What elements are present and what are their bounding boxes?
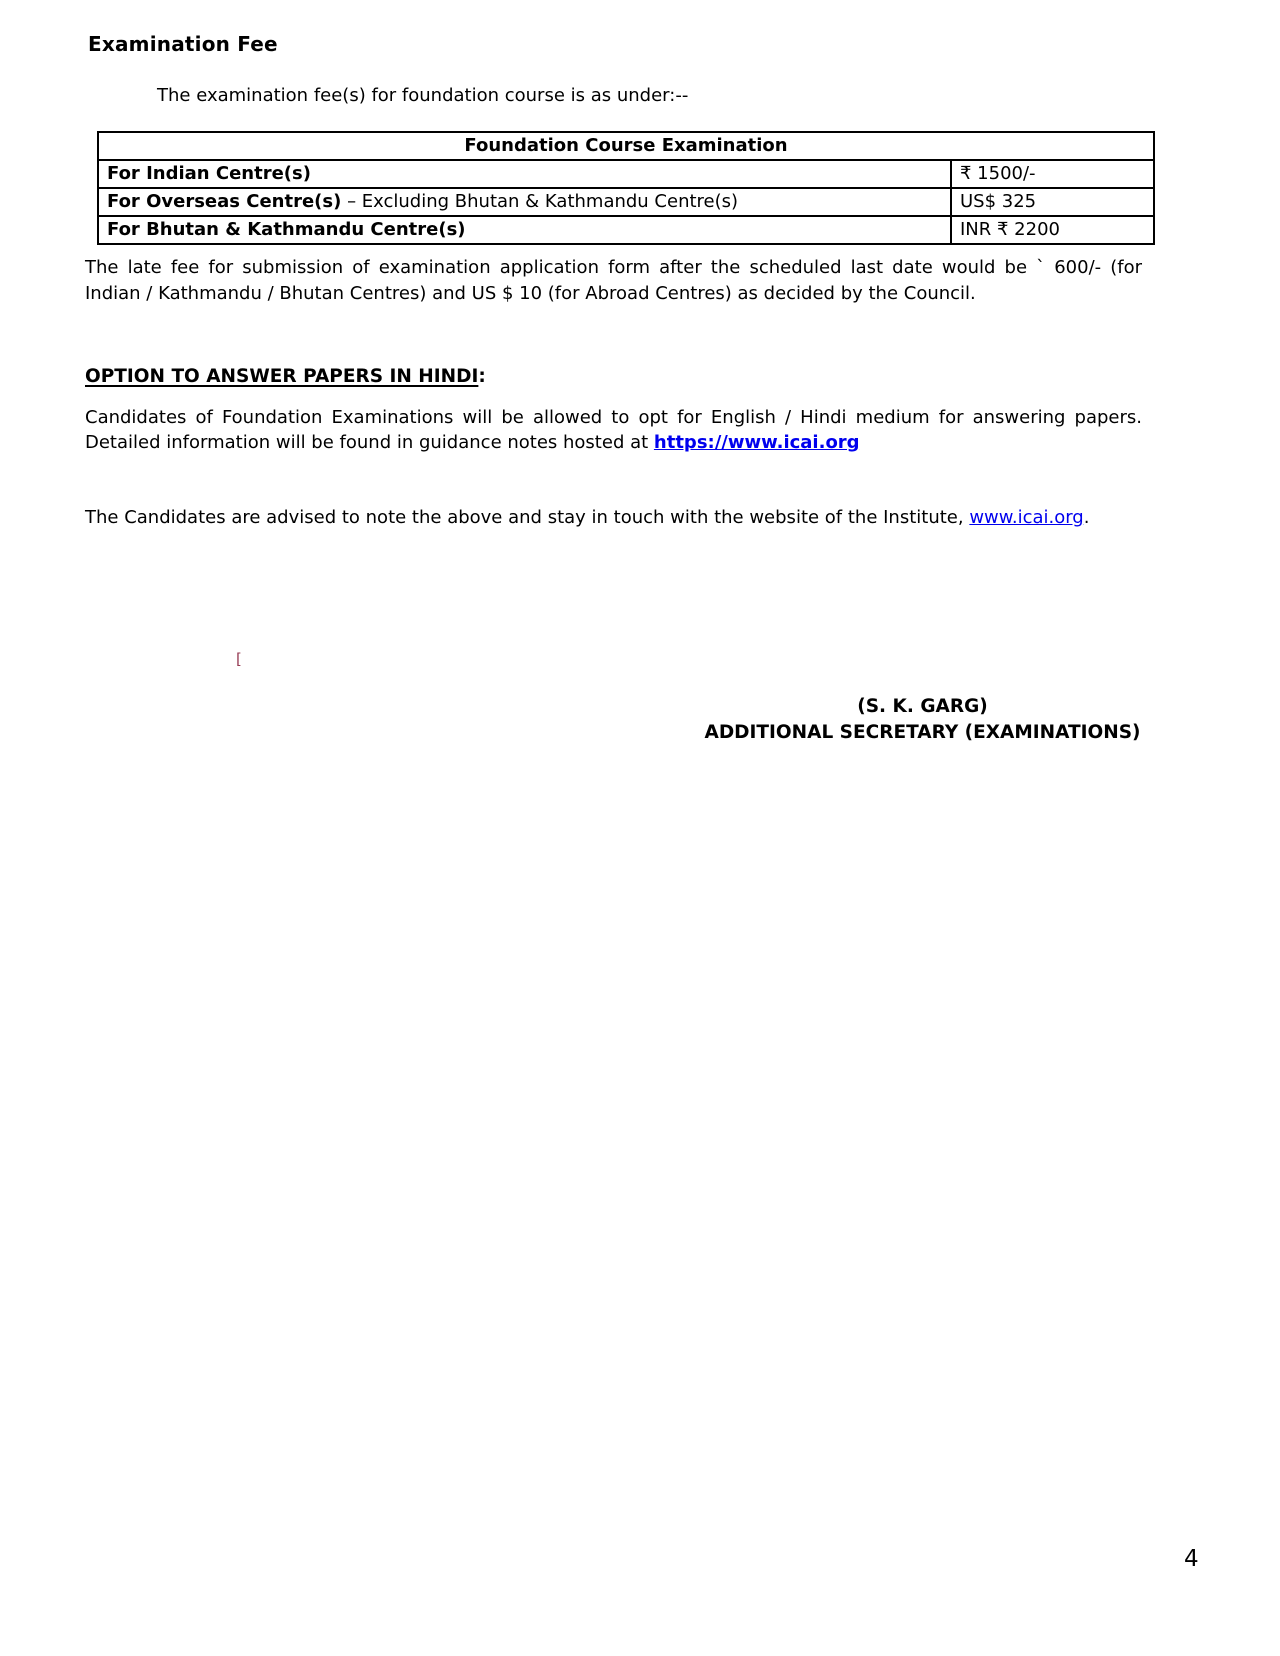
fee-row-label-bold: For Indian Centre(s) (107, 163, 311, 184)
icai-guidance-link[interactable]: https://www.icai.org (653, 432, 860, 453)
fee-row-value: INR ₹ 2200 (951, 216, 1154, 244)
late-fee-paragraph: The late fee for submission of examination application form after the scheduled last date would be ` 600/- (for Indian / Kathmandu / Bhutan Centres) and US $ 10 (for Abroad Centres) as decided by the Council. (85, 257, 1142, 304)
advice-paragraph (85, 505, 1142, 531)
hindi-paragraph-text: Candidates of Foundation Examinations will be allowed to opt for English / Hindi medium for answering papers. Detailed information will be found in guidance notes hosted at (85, 407, 1142, 453)
hindi-option-heading (85, 366, 486, 387)
intro-text: The examination fee(s) for foundation course is as under:-- (157, 85, 689, 106)
table-row (98, 188, 1154, 216)
fee-row-label-suffix: – Excluding Bhutan & Kathmandu Centre(s) (341, 191, 739, 212)
fee-row-label-bold: For Overseas Centre(s) (107, 191, 342, 212)
signatory-name: (S. K. GARG) (857, 696, 988, 717)
signature-block (700, 694, 1145, 746)
fee-row-value: US$ 325 (951, 188, 1154, 216)
stray-bracket-artifact: [ (236, 650, 242, 668)
fee-row-label (98, 160, 951, 188)
fee-table-header: Foundation Course Examination (98, 132, 1154, 160)
table-row (98, 160, 1154, 188)
signatory-title: ADDITIONAL SECRETARY (EXAMINATIONS) (704, 722, 1141, 743)
hindi-option-heading-text: OPTION TO ANSWER PAPERS IN HINDI (85, 366, 479, 387)
page-title: Examination Fee (88, 32, 278, 56)
fee-table (97, 131, 1155, 245)
advice-paragraph-period: . (1083, 507, 1090, 528)
advice-paragraph-text: The Candidates are advised to note the above and stay in touch with the website of the Institute, (85, 507, 970, 528)
fee-row-label (98, 216, 951, 244)
icai-website-link[interactable]: www.icai.org (969, 507, 1084, 528)
hindi-option-paragraph (85, 405, 1142, 455)
fee-table-header-row (98, 132, 1154, 160)
table-row (98, 216, 1154, 244)
hindi-option-heading-colon: : (478, 366, 486, 387)
fee-row-value: ₹ 1500/- (951, 160, 1154, 188)
page-number: 4 (1184, 1546, 1199, 1572)
fee-row-label (98, 188, 951, 216)
fee-row-label-bold: For Bhutan & Kathmandu Centre(s) (107, 219, 466, 240)
